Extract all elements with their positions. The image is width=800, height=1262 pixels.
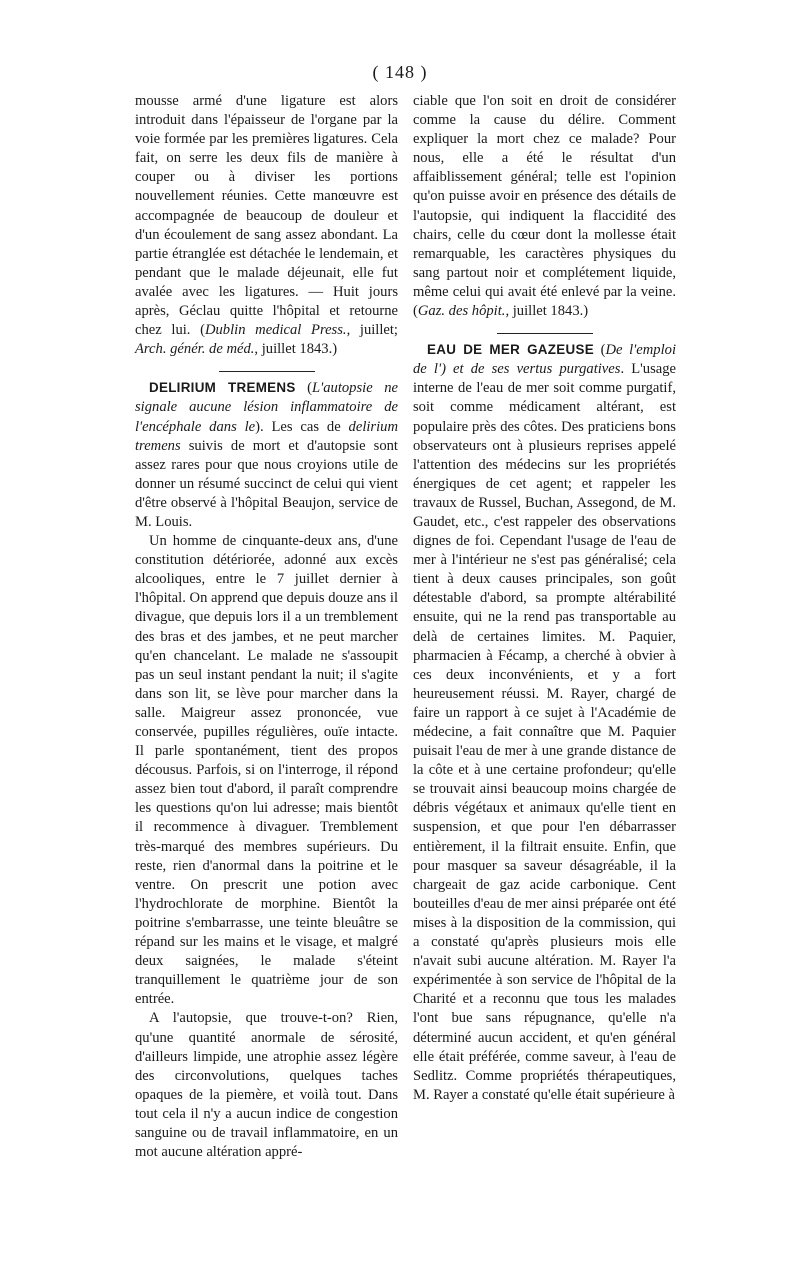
paragraph-case: Un homme de cinquante-deux ans, d'une constitution détériorée, adonné aux excès alcooliques, entre le 7 juillet dernier à l'hôpital. On apprend que depuis douze ans il divague, que depuis lors il a un tremblement des bras et des jambes, et ne peut marcher qu'en chancelant. Le malade ne s'assoupit pas un seul instant pendant la nuit; il s'agite dans son lit, se lève pour marcher dans la salle. Maigreur assez prononcée, vue conservée, pupilles régulières, ouïe intacte. Il parle spontanément, tient des propos décousus. Parfois, si on l'interroge, il répond assez bien tout d'abord, il paraît comprendre les questions qu'on lui adresse; mais bientôt il recommence à divaguer. Tremblement très-marqué des membres supérieurs. Du reste, rien d'anormal dans la poitrine et le ventre. On prescrit une potion avec l'hydrochlorate de morphine. Bientôt la poitrine s'embarrasse, une teinte bleuâtre se répand sur les mains et le visage, et malgré deux saignées, le malade s'éteint tranquillement le quatrième jour de son entrée.: [135, 533, 398, 1008]
right-column: [413, 92, 676, 1105]
section-eau-de-mer: EAU DE MER GAZEUSE (De l'emploi de l') et de ses vertus purgatives. L'usage interne de l'eau de mer soit comme purgatif, soit comme médicament altérant, est populaire près des côtes. Des praticiens bons observateurs ont à plusieurs reprises appelé l'attention des médecins sur les propriétés énergiques de cet agent; et rappeler les travaux de Russel, Buchan, Assegond, de M. Gaudet, etc., c'est rappeler des observations dignes de foi. Cependant l'usage de l'eau de mer à l'intérieur ne s'est pas généralisé; cela tient à deux causes principales, son goût détestable d'abord, sa prompte altérabilité ensuite, qui ne la rend pas transportable au delà de certaines limites. M. Paquier, pharmacien à Fécamp, a cherché à obvier à ces deux inconvénients, et y a fort heureusement réussi. M. Rayer, chargé de faire un rapport à ce sujet à l'Académie de médecine, a fait connaître que M. Paquier puisait l'eau de mer à une grande distance de la côte et à une certaine profondeur; qu'elle se trouvait ainsi beaucoup moins chargée de débris végétaux et animaux qu'elle tient en suspension, et que pour l'en débarrasser entièrement, il la filtrait ensuite. Enfin, que pour masquer sa saveur désagréable, il la chargeait de gaz acide carbonique. Cent bouteilles d'eau de mer ainsi préparée ont été mises à la disposition de la commission, qui a constaté qu'après plusieurs mois elle n'avait subi aucune altération. M. Rayer l'a expérimentée à son service de l'hôpital de la Charité et a reconnu que tous les malades l'ont bue sans répugnance, qu'elle n'a déterminé aucun accident, et qu'en général elle était préférée, comme saveur, à l'eau de Sedlitz. Comme propriétés thérapeutiques, M. Rayer a constaté qu'elle était supérieure à: [413, 342, 677, 1103]
citation-archives: Arch. génér. de méd.: [135, 341, 255, 358]
section-heading-delirium: DELIRIUM TREMENS: [149, 380, 296, 396]
paragraph-autopsy: A l'autopsie, que trouve-t-on? Rien, qu'une quantité anormale de sérosité, d'ailleurs limpide, une atrophie assez légère des circonvolutions, quelques taches opaques de la piemère, et voilà tout. Dans tout cela il n'y a aucun indice de congestion sanguine ou de travail inflammatoire, en un mot aucune altération appré-: [135, 1010, 398, 1161]
paragraph-conclusion: ciable que l'on soit en droit de considérer comme la cause du délire. Comment expliquer la mort chez ce malade? Pour nous, elle a été le résultat d'un affaiblissement général; telle est l'opinion qu'on puisse avoir en présence des détails de l'autopsie, qui indiquent la flaccidité des chairs, celle du cœur dont la mollesse était remarquable, les caractères physiques du sang partout noir et complétement liquide, même celui qui avait été enlevé par la veine. (Gaz. des hôpit., juillet 1843.): [413, 93, 676, 320]
section-heading-eau-de-mer: EAU DE MER GAZEUSE: [427, 342, 594, 358]
section-divider: [497, 333, 593, 334]
citation-gazette: Gaz. des hôpit.: [417, 303, 506, 320]
section-divider: [219, 371, 315, 372]
page-number: ( 148 ): [372, 62, 428, 82]
paragraph-ligature: mousse armé d'une ligature est alors introduit dans l'épaisseur de l'organe par la voie formée par les premières ligatures. Cela fait, on serre les deux fils de manière à couper ou à diviser les portions nouvellement réunies. Cette manœuvre est accompagnée de beaucoup de douleur et d'un écoulement de sang assez abondant. La partie étranglée est détachée le lendemain, et pendant que le malade déjeunait, elle fut avalée avec les ligatures. — Huit jours après, Géclau quitte l'hôpital et retourne chez lui. (Dublin medical Press., juillet; Arch. génér. de méd., juillet 1843.): [135, 93, 398, 358]
left-column: [135, 92, 398, 1162]
citation-dublin: Dublin medical Press.: [204, 322, 347, 339]
section-subtitle-delirium: L'autopsie ne signale aucune lésion inflammatoire de l'encéphale dans le: [135, 380, 398, 435]
section-delirium: DELIRIUM TREMENS (L'autopsie ne signale aucune lésion inflammatoire de l'encéphale dans le). Les cas de delirium tremens suivis de mort et d'autopsie sont assez rares pour que nous croyions utile de donner un résumé succinct de celui qui vient d'être observé à l'hôpital Beaujon, service de M. Louis.: [135, 380, 399, 530]
section-subtitle-eau-de-mer: De l'emploi de l') et de ses vertus purgatives: [413, 342, 676, 378]
